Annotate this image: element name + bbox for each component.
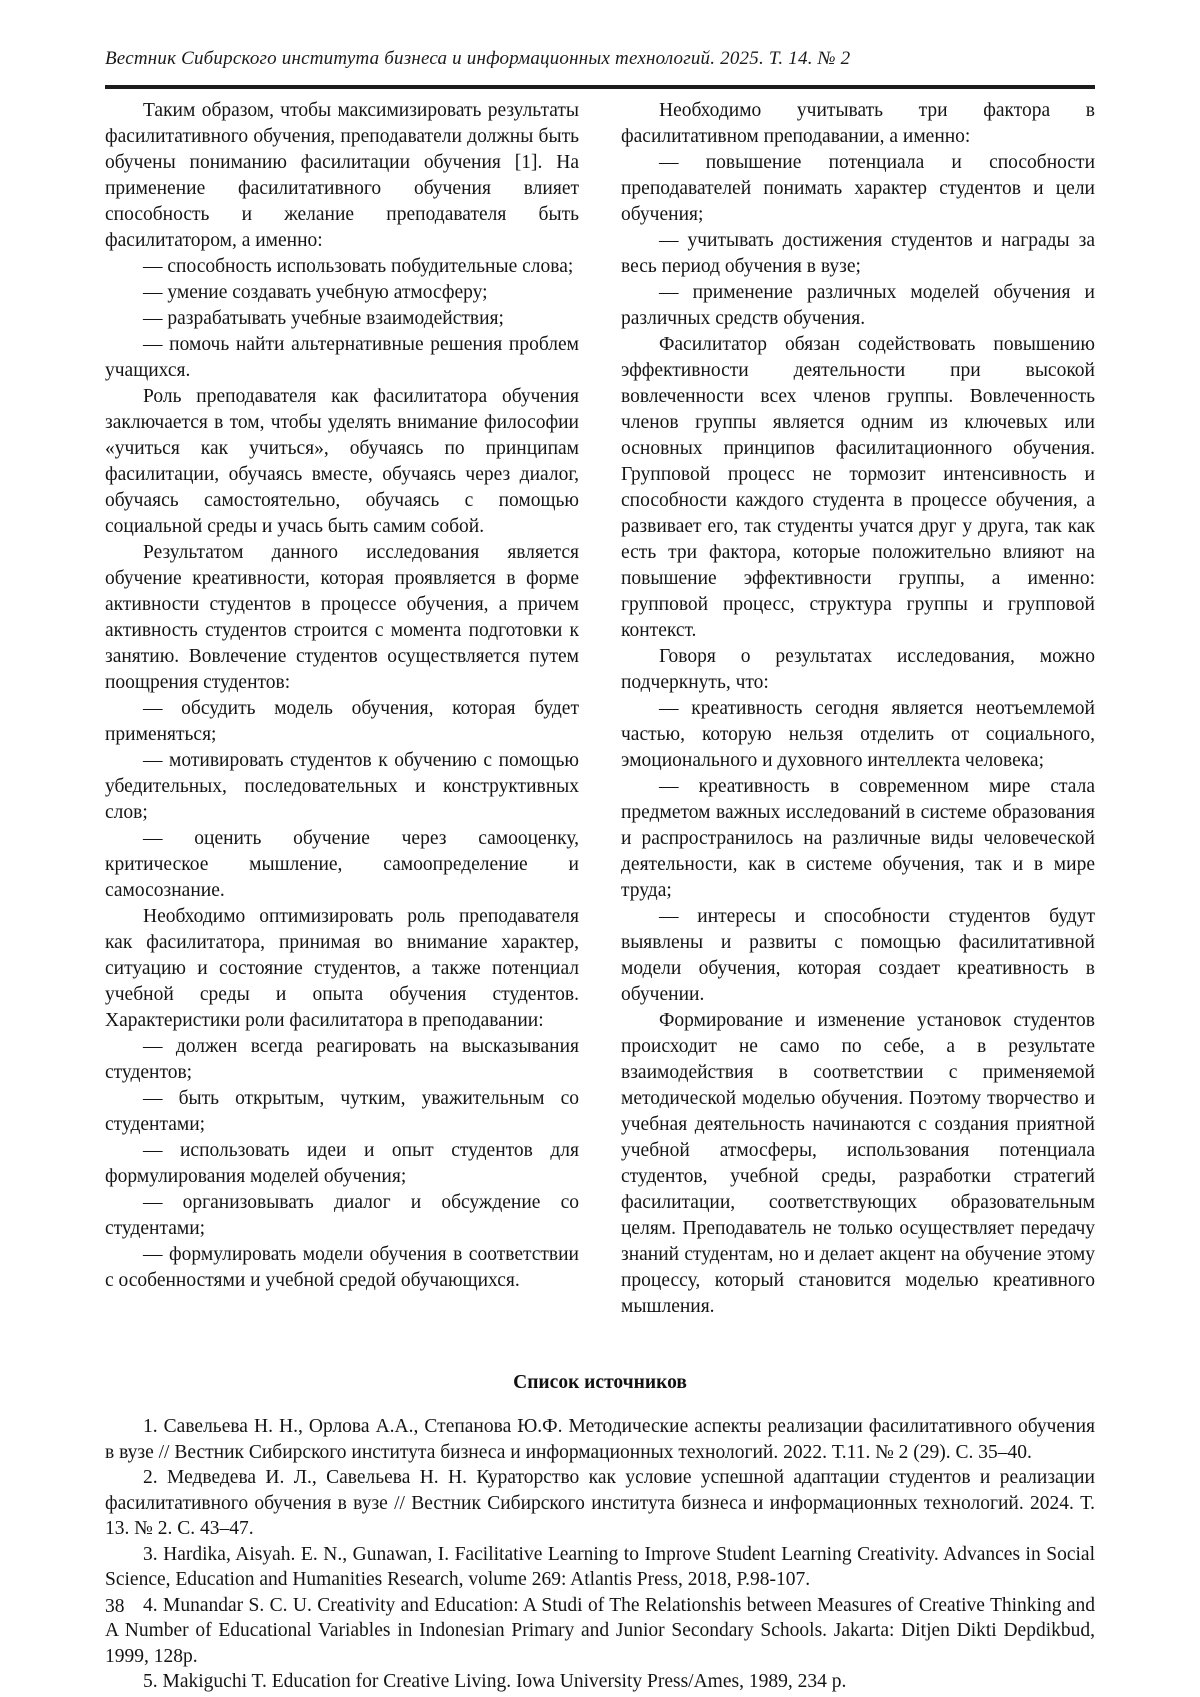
reference-item: 5. Makiguchi T. Education for Creative Living. Iowa University Press/Ames, 1989, 234 p. <box>143 1671 847 1692</box>
paragraph: Необходимо оптимизировать роль преподавателя как фасилитатора, принимая во внимание характер, ситуацию и состояние студентов, а также потенциал учебной среды и опыта обучения студентов. Характеристики роли фасилитатора в преподавании: <box>105 906 579 1031</box>
list-item-dash: — применение различных моделей обучения и различных средств обучения. <box>621 282 1095 329</box>
page-number: 38 <box>105 1596 125 1617</box>
reference-item: 2. Медведева И. Л., Савельева Н. Н. Кураторство как условие успешной адаптации студентов и реализации фасилитативного обучения в вузе // Вестник Сибирского института бизнеса и информационных технологий. 2024. Т. 13. № 2. С. 43–47. <box>105 1467 1095 1539</box>
list-item-dash: — интересы и способности студентов будут выявлены и развиты с помощью фасилитативной модели обучения, которая создает креативность в обучении. <box>621 906 1095 1005</box>
list-item-dash: — умение создавать учебную атмосферу; <box>143 282 488 303</box>
paragraph: Необходимо учитывать три фактора в фасилитативном преподавании, а именно: <box>621 100 1095 147</box>
list-item-dash: — креативность сегодня является неотъемлемой частью, которую нельзя отделить от социального, эмоционального и духовного интеллекта человека; <box>621 698 1095 771</box>
header-rule <box>105 85 1095 89</box>
list-item-dash: — быть открытым, чутким, уважительным со студентами; <box>105 1088 579 1135</box>
reference-item: 1. Савельева Н. Н., Орлова А.А., Степанова Ю.Ф. Методические аспекты реализации фасилитативного обучения в вузе // Вестник Сибирского института бизнеса и информационных технологий. 2022. Т.11. № 2 (29). С. 35–40. <box>105 1416 1095 1463</box>
list-item-dash: — способность использовать побудительные слова; <box>143 256 574 277</box>
paragraph: Фасилитатор обязан содействовать повышению эффективности деятельности при высокой вовлеченности всех членов группы. Вовлеченность членов группы является одним из ключевых или основных принципов фасилитационного обучения. Групповой процесс не тормозит интенсивность и способности каждого студента в процессе обучения, а развивает его, так студенты учатся друг у друга, так как есть три фактора, которые положительно влияют на повышение эффективности группы, а именно: групповой процесс, структура группы и групповой контекст. <box>621 334 1095 641</box>
paragraph: Говоря о результатах исследования, можно подчеркнуть, что: <box>621 646 1095 693</box>
list-item-dash: — использовать идеи и опыт студентов для формулирования моделей обучения; <box>105 1140 579 1187</box>
list-item-dash: — должен всегда реагировать на высказывания студентов; <box>105 1036 579 1083</box>
paragraph: Результатом данного исследования является обучение креативности, которая проявляется в форме активности студентов в процессе обучения, а причем активность студентов строится с момента подготовки к занятию. Вовлечение студентов осуществляется путем поощрения студентов: <box>105 542 579 693</box>
references-heading: Список источников <box>513 1372 687 1393</box>
paragraph: Формирование и изменение установок студентов происходит не само по себе, а в результате взаимодействия в соответствии с применяемой методической моделью обучения. Поэтому творчество и учебная деятельность начинаются с создания приятной учебной атмосферы, использования потенциала студентов, учебной среды, разработки стратегий фасилитации, соответствующих образовательным целям. Преподаватель не только осуществляет передачу знаний студентам, но и делает акцент на обучение этому процессу, который становится моделью креативного мышления. <box>621 1010 1095 1317</box>
paragraph: Роль преподавателя как фасилитатора обучения заключается в том, чтобы уделять внимание философии «учиться как учиться», обучаясь по принципам фасилитации, обучаясь вместе, обучаясь через диалог, обучаясь самостоятельно, обучаясь с помощью социальной среды и учась быть самим собой. <box>105 386 579 537</box>
journal-header: Вестник Сибирского института бизнеса и информационных технологий. 2025. Т. 14. № 2 <box>105 48 851 69</box>
paragraph: Таким образом, чтобы максимизировать результаты фасилитативного обучения, преподаватели должны быть обучены пониманию фасилитации обучения [1]. На применение фасилитативного обучения влияет способность и желание преподавателя быть фасилитатором, а именно: <box>105 100 579 251</box>
list-item-dash: — оценить обучение через самооценку, критическое мышление, самоопределение и самосознание. <box>105 828 579 901</box>
list-item-dash: — разрабатывать учебные взаимодействия; <box>143 308 504 329</box>
reference-item: 4. Munandar S. C. U. Creativity and Education: A Studi of The Relationshis between Measures of Creative Thinking and A Number of Educational Variables in Indonesian Primary and Junior Secondary Schools. Jakarta: Ditjen Dikti Depdikbud, 1999, 128p. <box>105 1594 1095 1667</box>
references-list <box>105 1414 1095 1695</box>
article-body <box>105 98 1095 1320</box>
left-column <box>105 98 579 1320</box>
right-column <box>621 98 1095 1320</box>
list-item-dash: — мотивировать студентов к обучению с помощью убедительных, последовательных и конструктивных слов; <box>105 750 579 823</box>
reference-item: 3. Hardika, Aisyah. E. N., Gunawan, I. Facilitative Learning to Improve Student Learning Creativity. Advances in Social Science, Education and Humanities Research, volume 269: Atlantis Press, 2018, P.98-107. <box>105 1543 1095 1590</box>
list-item-dash: — повышение потенциала и способности преподавателей понимать характер студентов и цели обучения; <box>621 152 1095 225</box>
list-item-dash: — организовывать диалог и обсуждение со студентами; <box>105 1192 579 1239</box>
list-item-dash: — обсудить модель обучения, которая будет применяться; <box>105 698 579 745</box>
list-item-dash: — помочь найти альтернативные решения проблем учащихся. <box>105 334 579 381</box>
list-item-dash: — формулировать модели обучения в соответствии с особенностями и учебной средой обучающихся. <box>105 1244 579 1291</box>
list-item-dash: — креативность в современном мире стала предметом важных исследований в системе образования и распространилось на различные виды человеческой деятельности, как в системе обучения, так и в мире труда; <box>621 776 1095 901</box>
list-item-dash: — учитывать достижения студентов и награды за весь период обучения в вузе; <box>621 230 1095 277</box>
